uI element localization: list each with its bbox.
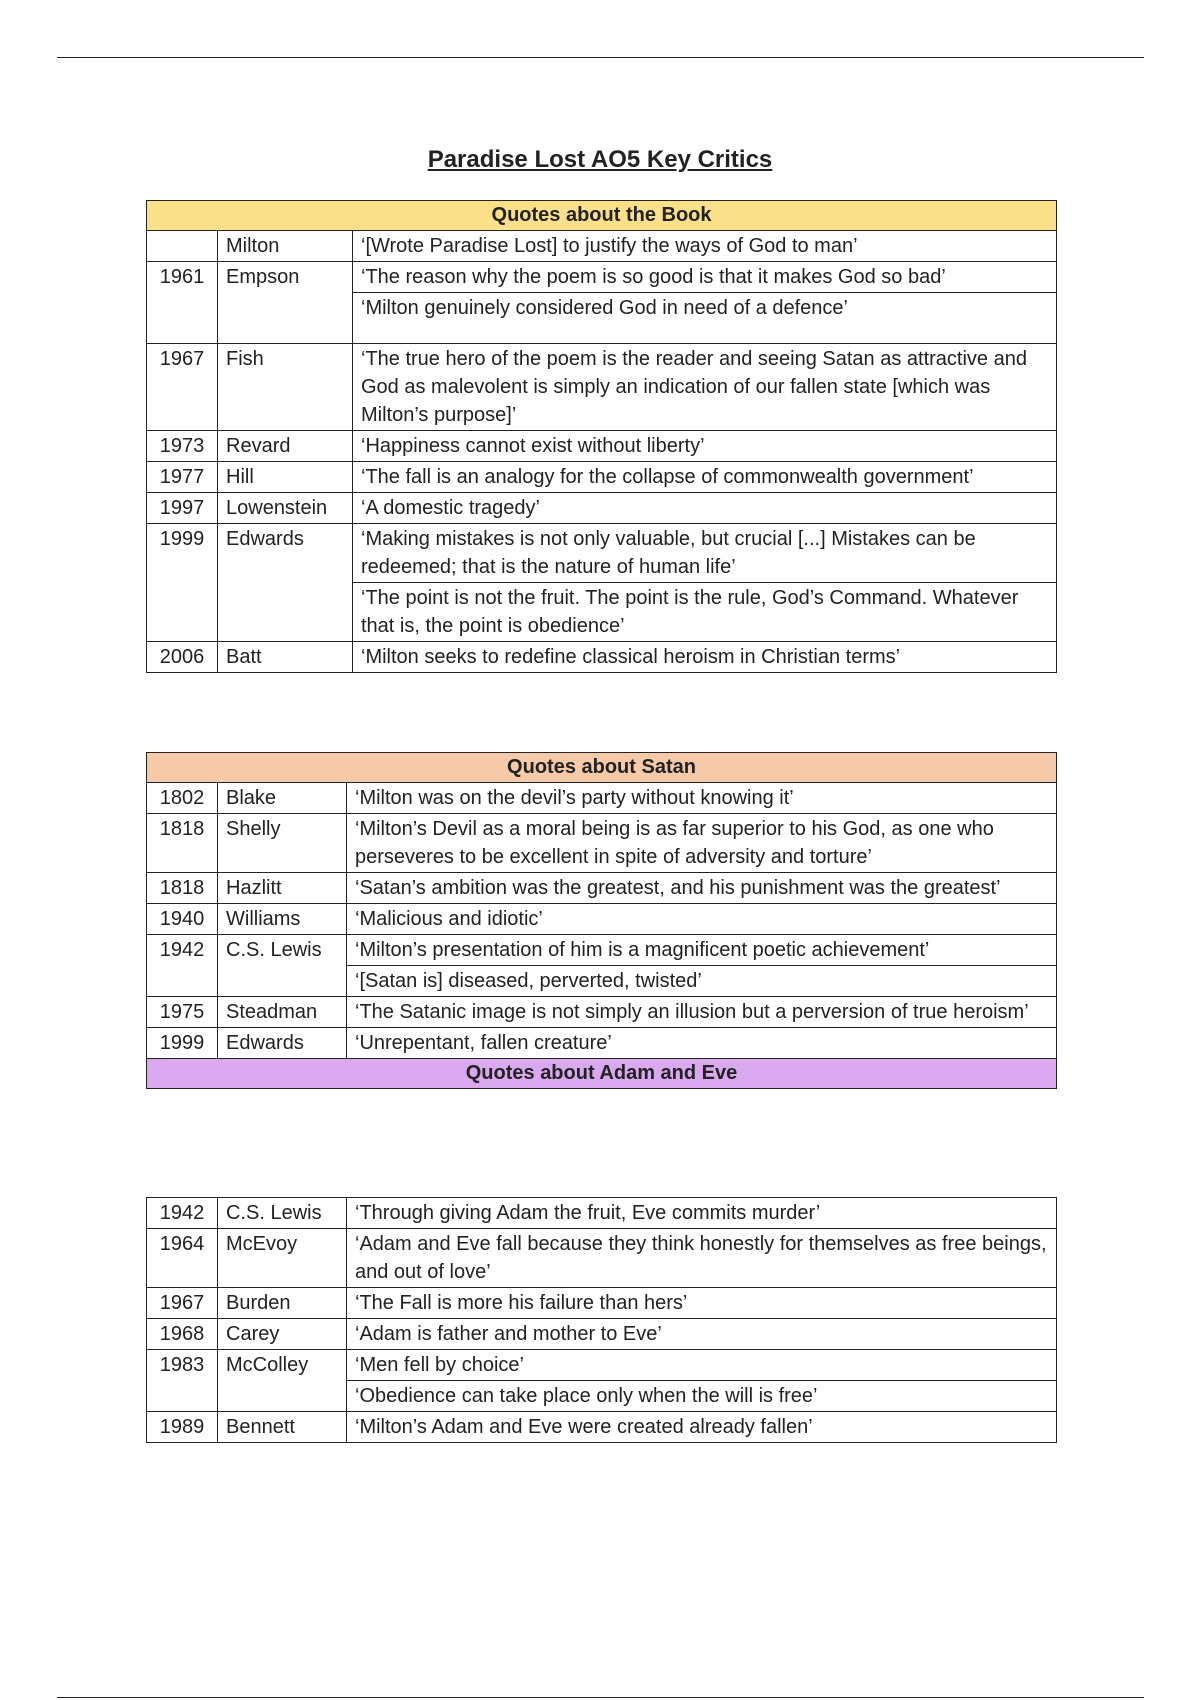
- quote-cell: ‘The true hero of the poem is the reader and seeing Satan as attractive and God as malevolent is simply an indication of our fallen state [which was Milton’s purpose]’: [353, 344, 1057, 431]
- table-row: [147, 1028, 1057, 1059]
- quote-cell: ‘Making mistakes is not only valuable, but crucial [...] Mistakes can be redeemed; that is the nature of human life’: [353, 524, 1057, 583]
- quote-cell: ‘Milton seeks to redefine classical heroism in Christian terms’: [353, 642, 1057, 673]
- year-cell: 1989: [147, 1412, 218, 1443]
- table-row: [147, 1288, 1057, 1319]
- year-cell: 1997: [147, 493, 218, 524]
- book-quotes-header: Quotes about the Book: [147, 201, 1057, 231]
- critic-cell: Carey: [218, 1319, 347, 1350]
- year-cell: 1802: [147, 783, 218, 814]
- critic-cell: C.S. Lewis: [218, 1198, 347, 1229]
- satan-quotes-header: Quotes about Satan: [147, 753, 1057, 783]
- bottom-rule: [57, 1697, 1144, 1698]
- quote-cell: ‘Milton’s Adam and Eve were created already fallen’: [347, 1412, 1057, 1443]
- year-cell: 1973: [147, 431, 218, 462]
- table-row: [147, 1198, 1057, 1229]
- adam-eve-quotes-table: [146, 1197, 1057, 1443]
- table-row: [147, 524, 1057, 583]
- year-cell: [147, 231, 218, 262]
- table-row: [147, 1412, 1057, 1443]
- quote-cell: ‘Satan’s ambition was the greatest, and his punishment was the greatest’: [347, 873, 1057, 904]
- year-cell: 1818: [147, 814, 218, 873]
- quote-cell: ‘The reason why the poem is so good is that it makes God so bad’: [353, 262, 1057, 293]
- critic-cell: Steadman: [218, 997, 347, 1028]
- critic-cell: McEvoy: [218, 1229, 347, 1288]
- table-row: [147, 262, 1057, 293]
- book-quotes-table: [146, 200, 1057, 673]
- table-row: [147, 1350, 1057, 1381]
- critic-cell: Revard: [218, 431, 353, 462]
- quote-cell: ‘Through giving Adam the fruit, Eve commits murder’: [347, 1198, 1057, 1229]
- table-row: [147, 642, 1057, 673]
- year-cell: 1968: [147, 1319, 218, 1350]
- critic-cell: Batt: [218, 642, 353, 673]
- quote-cell: ‘Men fell by choice’: [347, 1350, 1057, 1381]
- table-row: [147, 1229, 1057, 1288]
- critic-cell: Milton: [218, 231, 353, 262]
- year-cell: 1975: [147, 997, 218, 1028]
- year-cell: 1964: [147, 1229, 218, 1288]
- quote-cell: ‘[Satan is] diseased, perverted, twisted’: [347, 966, 1057, 997]
- book-quotes-header-row: [147, 201, 1057, 231]
- quote-cell: ‘Unrepentant, fallen creature’: [347, 1028, 1057, 1059]
- quote-cell: ‘The Fall is more his failure than hers’: [347, 1288, 1057, 1319]
- year-cell: 1983: [147, 1350, 218, 1412]
- critic-cell: Blake: [218, 783, 347, 814]
- table-row: [147, 935, 1057, 966]
- year-cell: 1961: [147, 262, 218, 344]
- critic-cell: C.S. Lewis: [218, 935, 347, 997]
- critic-cell: Edwards: [218, 1028, 347, 1059]
- document-title: Paradise Lost AO5 Key Critics: [427, 146, 773, 173]
- quote-cell: ‘Obedience can take place only when the will is free’: [347, 1381, 1057, 1412]
- quote-cell: ‘Malicious and idiotic’: [347, 904, 1057, 935]
- quote-cell: ‘Milton’s Devil as a moral being is as far superior to his God, as one who perseveres to be excellent in spite of adversity and torture’: [347, 814, 1057, 873]
- top-rule: [57, 57, 1144, 58]
- critic-cell: Shelly: [218, 814, 347, 873]
- critic-cell: Williams: [218, 904, 347, 935]
- critic-cell: McColley: [218, 1350, 347, 1412]
- table-row: [147, 431, 1057, 462]
- satan-quotes-header-row: [147, 753, 1057, 783]
- quote-cell: ‘Milton’s presentation of him is a magnificent poetic achievement’: [347, 935, 1057, 966]
- critic-cell: Empson: [218, 262, 353, 344]
- table-row: [147, 997, 1057, 1028]
- table-row: [147, 783, 1057, 814]
- quote-cell: ‘Milton genuinely considered God in need of a defence’: [353, 293, 1057, 344]
- quote-cell: ‘Happiness cannot exist without liberty’: [353, 431, 1057, 462]
- table-row: [147, 1319, 1057, 1350]
- critic-cell: Hazlitt: [218, 873, 347, 904]
- quote-cell: ‘The point is not the fruit. The point is the rule, God’s Command. Whatever that is, the point is obedience’: [353, 583, 1057, 642]
- quote-cell: ‘The fall is an analogy for the collapse of commonwealth government’: [353, 462, 1057, 493]
- table-row: [147, 462, 1057, 493]
- year-cell: 1967: [147, 1288, 218, 1319]
- quote-cell: ‘Adam and Eve fall because they think honestly for themselves as free beings, and out of love’: [347, 1229, 1057, 1288]
- quote-cell: ‘Adam is father and mother to Eve’: [347, 1319, 1057, 1350]
- year-cell: 1999: [147, 1028, 218, 1059]
- table-row: [147, 814, 1057, 873]
- critic-cell: Lowenstein: [218, 493, 353, 524]
- year-cell: 1942: [147, 935, 218, 997]
- year-cell: 2006: [147, 642, 218, 673]
- critic-cell: Hill: [218, 462, 353, 493]
- adam-eve-quotes-header-row: [147, 1059, 1057, 1089]
- year-cell: 1967: [147, 344, 218, 431]
- table-row: [147, 904, 1057, 935]
- table-row: [147, 873, 1057, 904]
- quote-cell: ‘Milton was on the devil’s party without knowing it’: [347, 783, 1057, 814]
- critic-cell: Edwards: [218, 524, 353, 642]
- year-cell: 1977: [147, 462, 218, 493]
- quote-cell: ‘The Satanic image is not simply an illusion but a perversion of true heroism’: [347, 997, 1057, 1028]
- critic-cell: Bennett: [218, 1412, 347, 1443]
- critic-cell: Burden: [218, 1288, 347, 1319]
- table-row: [147, 231, 1057, 262]
- adam-eve-quotes-header: Quotes about Adam and Eve: [147, 1059, 1057, 1089]
- year-cell: 1999: [147, 524, 218, 642]
- year-cell: 1940: [147, 904, 218, 935]
- quote-cell: ‘A domestic tragedy’: [353, 493, 1057, 524]
- satan-quotes-table: [146, 752, 1057, 1089]
- table-row: [147, 493, 1057, 524]
- year-cell: 1942: [147, 1198, 218, 1229]
- critic-cell: Fish: [218, 344, 353, 431]
- table-row: [147, 344, 1057, 431]
- year-cell: 1818: [147, 873, 218, 904]
- quote-cell: ‘[Wrote Paradise Lost] to justify the ways of God to man’: [353, 231, 1057, 262]
